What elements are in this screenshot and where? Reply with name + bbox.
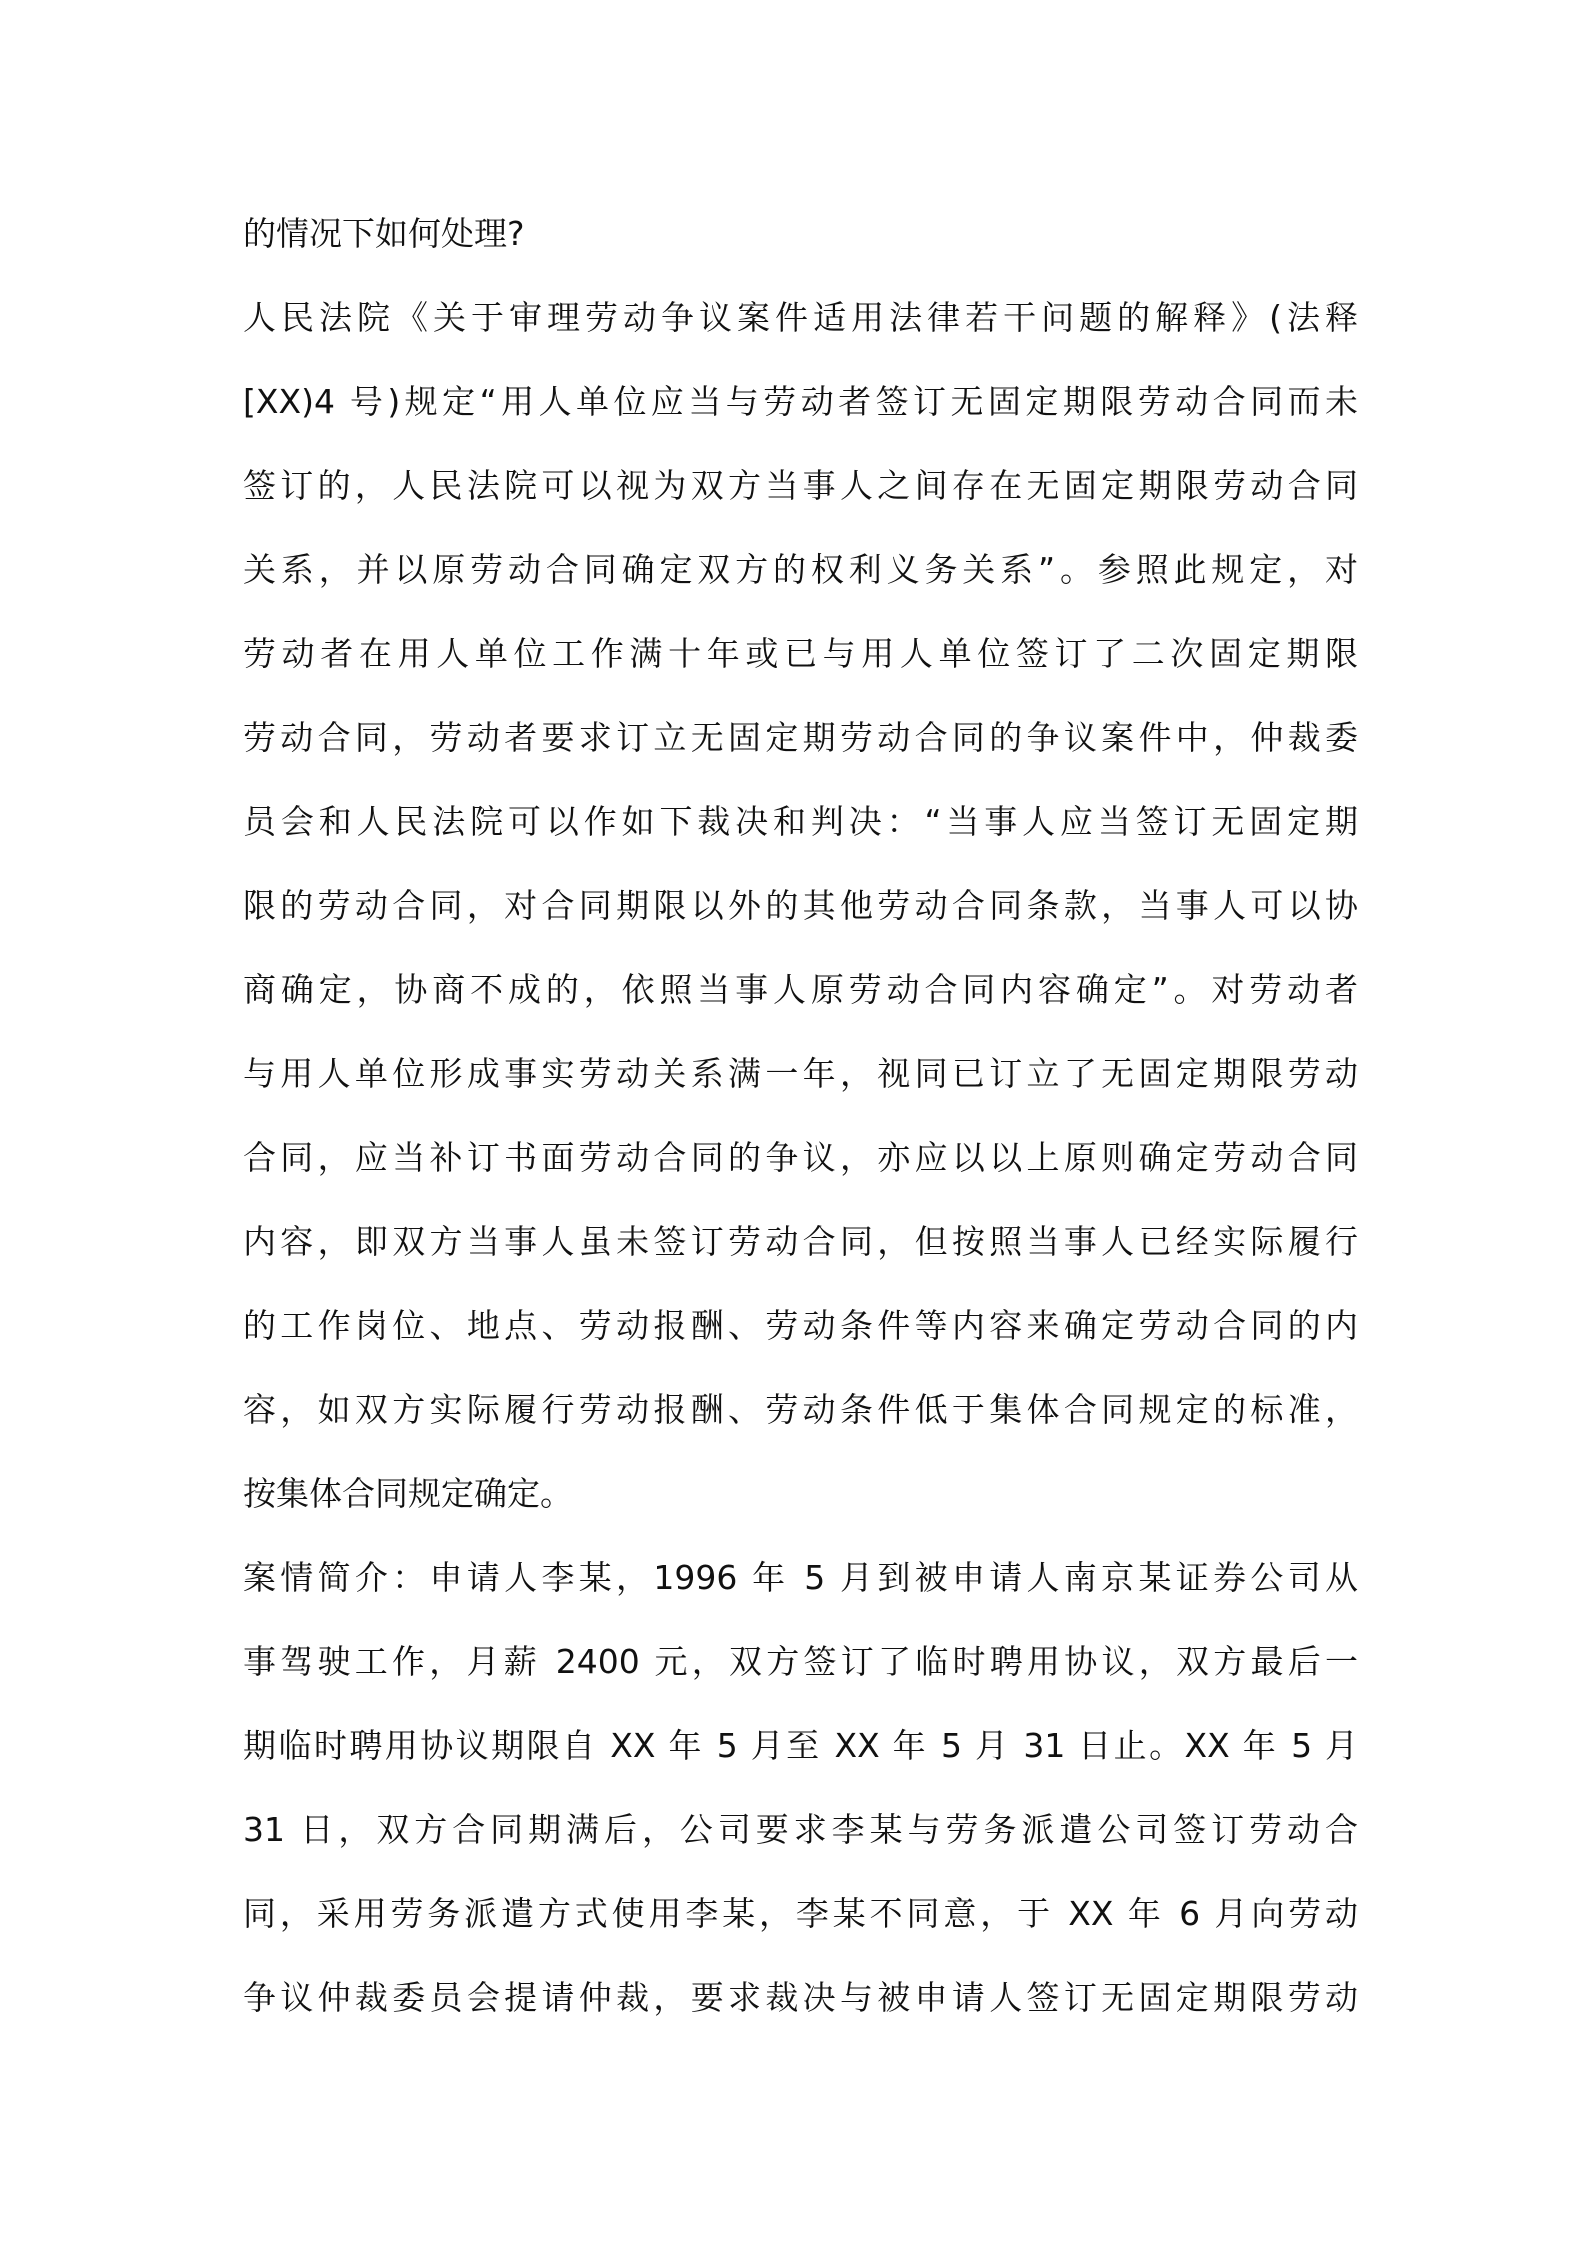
document-body bbox=[243, 192, 1358, 2040]
text-line: 案情简介：申请人李某，1996 年 5 月到被申请人南京某证券公司从 bbox=[243, 1558, 1358, 1597]
text-line: 的情况下如何处理? bbox=[243, 214, 525, 253]
text-line: 合同，应当补订书面劳动合同的争议，亦应以以上原则确定劳动合同 bbox=[243, 1138, 1358, 1177]
text-line: 限的劳动合同，对合同期限以外的其他劳动合同条款，当事人可以协 bbox=[243, 886, 1358, 925]
text-line: 内容，即双方当事人虽未签订劳动合同，但按照当事人已经实际履行 bbox=[243, 1222, 1358, 1261]
text-line: 期临时聘用协议期限自 XX 年 5 月至 XX 年 5 月 31 日止。XX 年 5 月 bbox=[243, 1726, 1358, 1765]
text-line: 争议仲裁委员会提请仲裁，要求裁决与被申请人签订无固定期限劳动 bbox=[243, 1978, 1358, 2017]
text-line: 事驾驶工作，月薪 2400 元，双方签订了临时聘用协议，双方最后一 bbox=[243, 1642, 1358, 1681]
text-line: 按集体合同规定确定。 bbox=[243, 1474, 573, 1513]
text-line: 商确定，协商不成的，依照当事人原劳动合同内容确定”。对劳动者 bbox=[243, 970, 1358, 1009]
text-line: 签订的，人民法院可以视为双方当事人之间存在无固定期限劳动合同 bbox=[243, 466, 1358, 505]
text-line: 劳动者在用人单位工作满十年或已与用人单位签订了二次固定期限 bbox=[243, 634, 1358, 673]
text-line: [XX)4 号)规定“用人单位应当与劳动者签订无固定期限劳动合同而未 bbox=[243, 382, 1358, 421]
text-line: 关系，并以原劳动合同确定双方的权利义务关系”。参照此规定，对 bbox=[243, 550, 1358, 589]
text-line: 员会和人民法院可以作如下裁决和判决：“当事人应当签订无固定期 bbox=[243, 802, 1358, 841]
text-line: 31 日，双方合同期满后，公司要求李某与劳务派遣公司签订劳动合 bbox=[243, 1810, 1358, 1849]
text-line: 的工作岗位、地点、劳动报酬、劳动条件等内容来确定劳动合同的内 bbox=[243, 1306, 1358, 1345]
text-line: 劳动合同，劳动者要求订立无固定期劳动合同的争议案件中，仲裁委 bbox=[243, 718, 1358, 757]
text-line: 同，采用劳务派遣方式使用李某，李某不同意，于 XX 年 6 月向劳动 bbox=[243, 1894, 1358, 1933]
text-line: 与用人单位形成事实劳动关系满一年，视同已订立了无固定期限劳动 bbox=[243, 1054, 1358, 1093]
text-line: 容，如双方实际履行劳动报酬、劳动条件低于集体合同规定的标准， bbox=[243, 1390, 1358, 1429]
text-line: 人民法院《关于审理劳动争议案件适用法律若干问题的解释》(法释 bbox=[243, 298, 1358, 337]
